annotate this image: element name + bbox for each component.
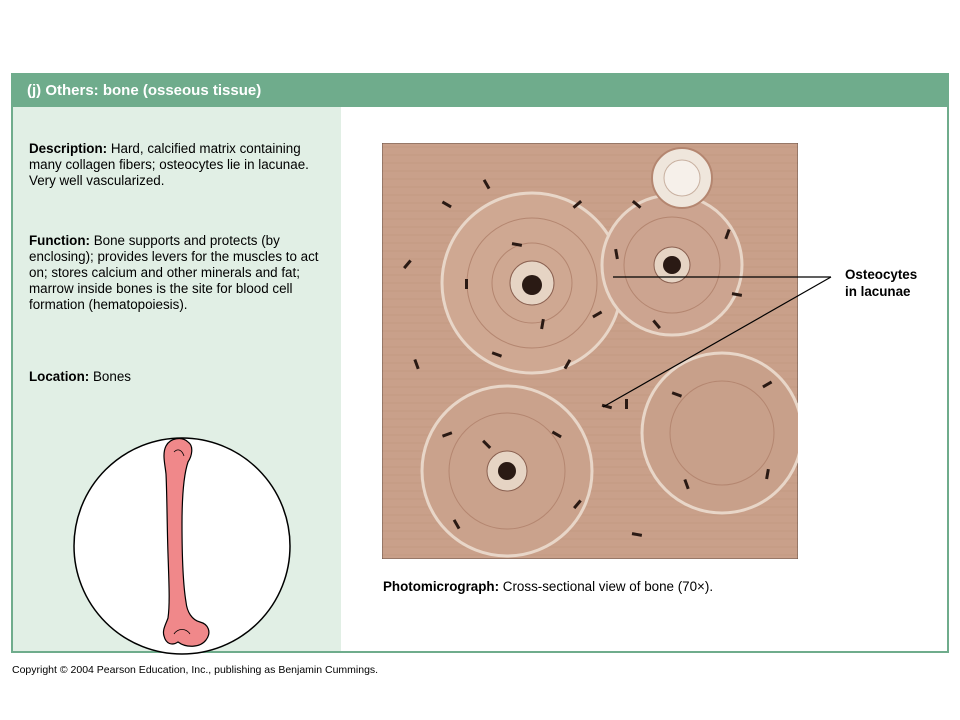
tissue-panel <box>11 73 949 653</box>
photomicrograph-caption <box>383 579 713 594</box>
function-text: Bone supports and protects (by enclosing); provides levers for the muscles to act on; stores calcium and other minerals and fat; marrow inside bones is the site for blood cell formation (hematopoiesis). <box>29 233 319 312</box>
panel-title: (j) Others: bone (osseous tissue) <box>13 75 947 107</box>
copyright-notice: Copyright © 2004 Pearson Education, Inc., publishing as Benjamin Cummings. <box>12 664 379 676</box>
caption-text: Cross-sectional view of bone (70×). <box>502 579 714 594</box>
caption-label: Photomicrograph: <box>383 579 500 594</box>
function-label: Function: <box>29 233 90 248</box>
location-text: Bones <box>93 369 131 384</box>
annotation-osteocytes-line1: Osteocytes <box>845 267 918 282</box>
description-label: Description: <box>29 141 108 156</box>
location-label: Location: <box>29 369 90 384</box>
description-text: Hard, calcified matrix containing many collagen fibers; osteocytes lie in lacunae. Very well vascularized. <box>29 141 309 188</box>
annotation-leaders <box>13 75 951 655</box>
annotation-osteocytes-line2: in lacunae <box>845 284 911 299</box>
leader-line-2 <box>603 277 831 407</box>
